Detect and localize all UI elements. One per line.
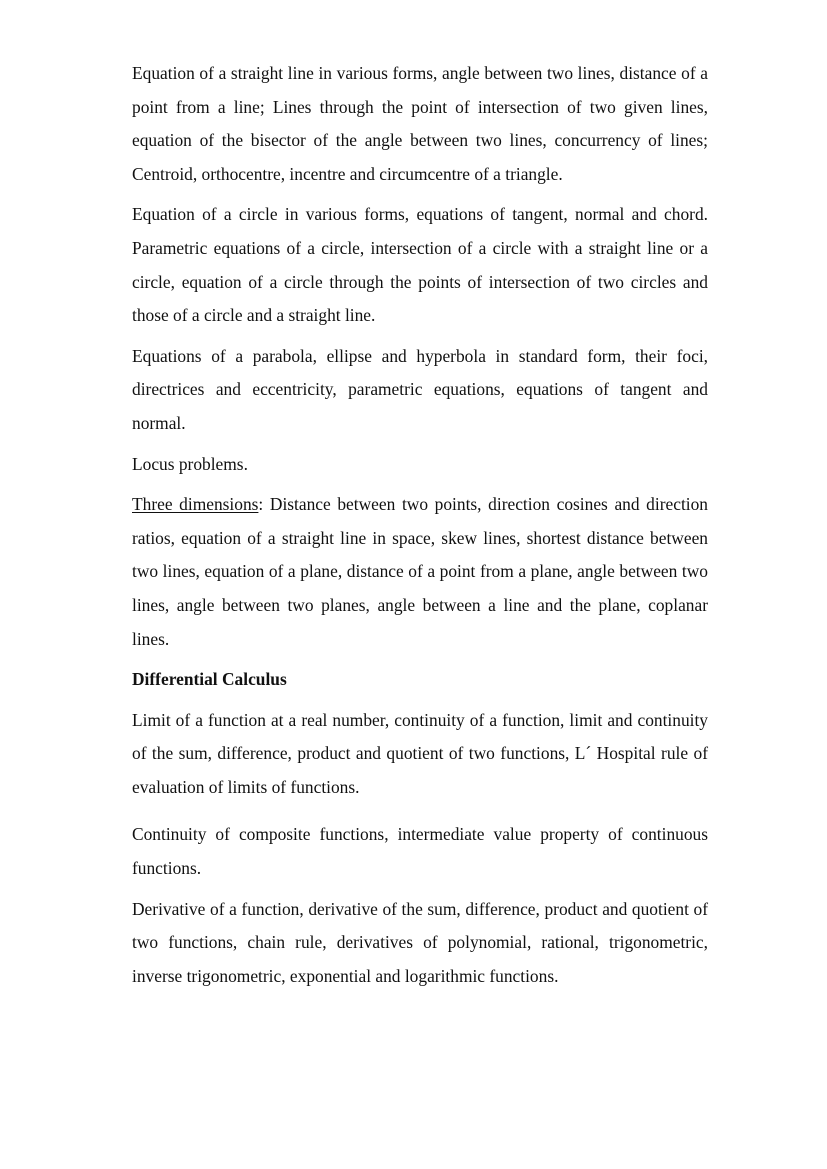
three-dimensions-label: Three dimensions: [132, 494, 259, 515]
paragraph-three-dimensions: [132, 488, 708, 656]
paragraph-continuity: Continuity of composite functions, intermediate value property of continuous functions.: [132, 824, 708, 879]
paragraph-limits: Limit of a function at a real number, continuity of a function, limit and continuity of the sum, difference, product and quotient of two functions, L´ Hospital rule of evaluation of limits of functions.: [132, 709, 708, 797]
differential-calculus-heading: Differential Calculus: [132, 669, 287, 690]
paragraph-straight-line: Equation of a straight line in various forms, angle between two lines, distance of a point from a line; Lines through the point of intersection of two given lines, equation of the bisector of the angle between two lines, concurrency of lines; Centroid, orthocentre, incentre and circumcentre of a triangle.: [132, 63, 708, 184]
document-page: [132, 57, 708, 1000]
paragraph-circle: Equation of a circle in various forms, equations of tangent, normal and chord. Parametric equations of a circle, intersection of a circle with a straight line or a circle, equation of a circle through the points of intersection of two circles and those of a circle and a straight line.: [132, 204, 708, 326]
paragraph-locus: Locus problems.: [132, 453, 248, 474]
paragraph-derivatives: Derivative of a function, derivative of the sum, difference, product and quotient of two functions, chain rule, derivatives of polynomial, rational, trigonometric, inverse trigonometric, exponential and logarithmic functions.: [132, 898, 708, 986]
paragraph-conics: Equations of a parabola, ellipse and hyperbola in standard form, their foci, directrices and eccentricity, parametric equations, equations of tangent and normal.: [132, 345, 708, 433]
three-dimensions-text: : Distance between two points, direction cosines and direction ratios, equation of a straight line in space, skew lines, shortest distance between two lines, equation of a plane, distance of a point from a plane, angle between two lines, angle between two planes, angle between a line and the plane, coplanar lines.: [132, 494, 708, 649]
